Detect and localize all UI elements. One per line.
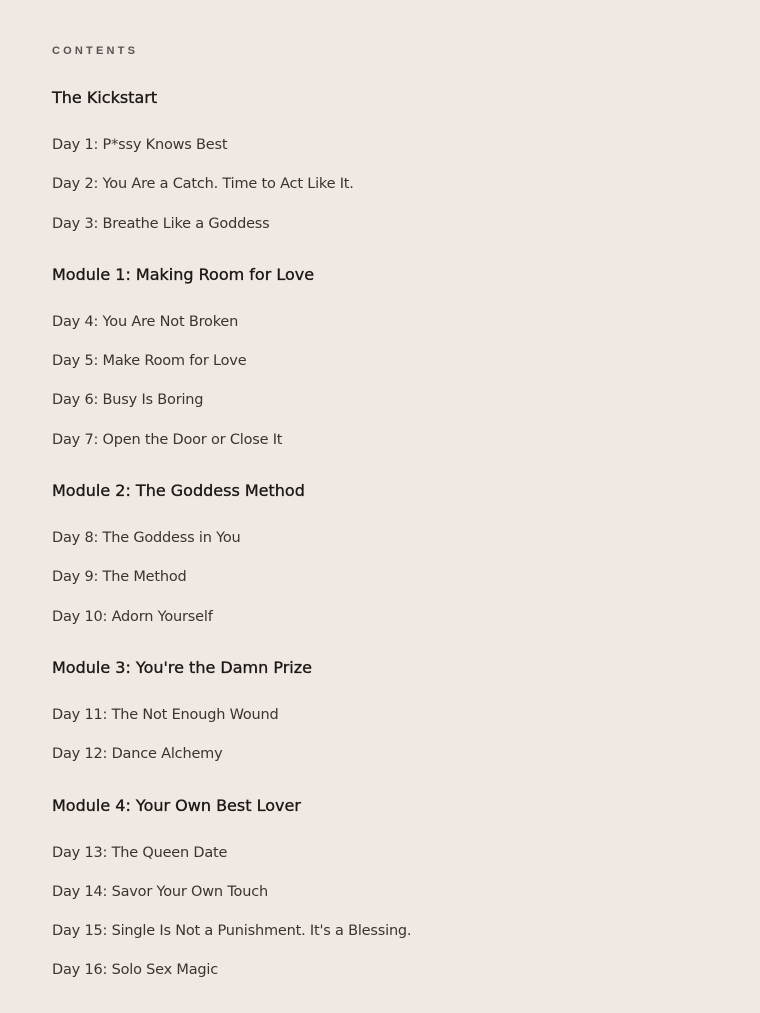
lesson-link[interactable]: Day 15: Single Is Not a Punishment. It's a Blessing. [52, 923, 412, 940]
lesson-list [52, 528, 732, 646]
contents-heading: CONTENTS [52, 45, 139, 57]
lesson-link[interactable]: Day 1: P*ssy Knows Best [52, 137, 228, 153]
lesson-link[interactable]: Day 8: The Goddess in You [52, 530, 241, 547]
lesson-list [52, 135, 732, 253]
module-title: Module 3: You're the Damn Prize [52, 657, 312, 677]
lesson-link[interactable]: Day 7: Open the Door or Close It [52, 431, 283, 448]
module-title: Module 4: Your Own Best Lover [52, 795, 301, 815]
lesson-link[interactable]: Day 13: The Queen Date [52, 844, 228, 861]
lesson-link[interactable]: Day 16: Solo Sex Magic [52, 962, 219, 979]
lesson-link[interactable]: Day 3: Breathe Like a Goddess [52, 215, 270, 232]
module-section [52, 479, 732, 646]
lesson-link[interactable]: Day 6: Busy Is Boring [52, 392, 204, 409]
module-title: The Kickstart [52, 88, 158, 107]
lesson-list [52, 705, 732, 784]
module-section [52, 794, 732, 1000]
lesson-link[interactable]: Day 12: Dance Alchemy [52, 746, 223, 763]
module-section [52, 656, 732, 784]
lesson-link[interactable]: Day 14: Savor Your Own Touch [52, 883, 268, 900]
lesson-list [52, 312, 732, 469]
lesson-link[interactable]: Day 4: You Are Not Broken [52, 313, 239, 330]
lesson-link[interactable]: Day 5: Make Room for Love [52, 353, 247, 370]
module-title: Module 1: Making Room for Love [52, 264, 315, 284]
module-section [52, 263, 732, 469]
lesson-link[interactable]: Day 2: You Are a Catch. Time to Act Like It. [52, 176, 354, 193]
lesson-link[interactable]: Day 9: The Method [52, 569, 187, 586]
lesson-list [52, 843, 732, 1000]
table-of-contents [52, 86, 732, 1000]
module-title: Module 2: The Goddess Method [52, 481, 305, 501]
module-section [52, 86, 732, 253]
lesson-link[interactable]: Day 10: Adorn Yourself [52, 608, 213, 625]
lesson-link[interactable]: Day 11: The Not Enough Wound [52, 706, 279, 723]
